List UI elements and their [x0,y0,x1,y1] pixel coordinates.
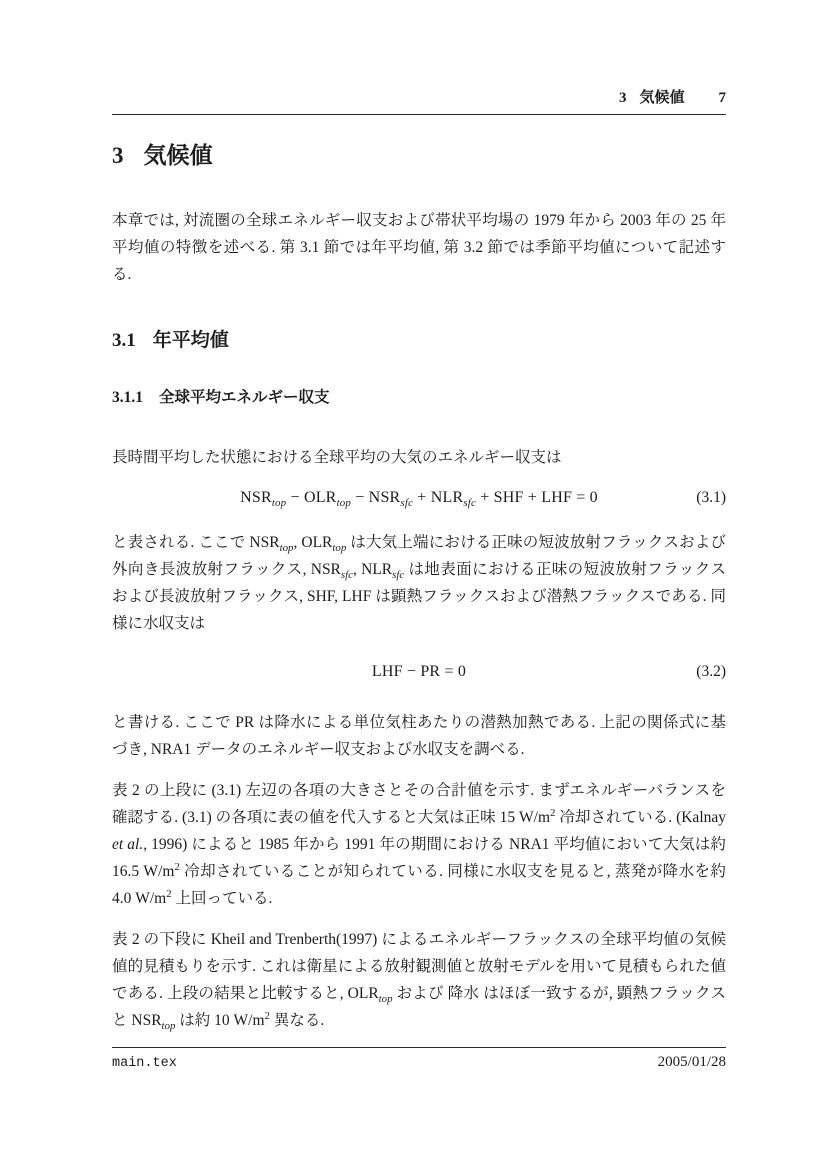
equation-3-1-label: (3.1) [696,489,726,506]
chapter-number: 3 [112,143,124,168]
paragraph-water-explain: と書ける. ここで PR は降水による単位気柱あたりの潜熱加熱である. 上記の関係式に基づき, NRA1 データのエネルギー収支および水収支を調べる. [112,714,726,758]
footer-filename: main.tex [112,1056,177,1071]
equation-3-1-body: $NSR_{top} - OLR_{top} - NSR_{sfc} + NLR_{sfc}$ + SHF + LHF = 0 [240,489,598,510]
paragraph-intro: 本章では, 対流圏の全球エネルギー収支および帯状平均場の 1979 年から 2003 年の 25 年平均値の特徴を述べる. 第 3.1 節では年平均値, 第 3.2 節では季節平均値について記述する. [112,212,726,283]
running-head-page-number: 7 [718,90,726,106]
running-head-section-number: 3 [618,90,627,106]
paragraph-eq1-explain: と表される. ここで $NSR_{top}$, $OLR_{top}$ は大気上端における正味の短波放射フラックスおよび外向き長波放射フラックス, $NSR_{sfc}$, $NLR_{sfc}$ は地表面における正味の短波放射フラックスおよび長波放射フラックス, SHF, LHF は顕熱フラックスおよび潜熱フラックスである. 同様に水収支は [112,534,727,632]
subsection-title: 全球平均エネルギー収支 [159,389,330,406]
subsection-heading-3-1-1 [112,387,726,408]
equation-3-2-body: LHF − PR = 0 [371,663,467,680]
section-heading-3-1 [112,328,726,353]
chapter-title: 気候値 [143,142,213,168]
page-footer [112,1047,726,1071]
running-head-section-title: 気候値 [639,89,685,106]
paragraph-energy-intro: 長時間平均した状態における全球平均の大気のエネルギー収支は [112,449,562,466]
running-head [112,86,726,115]
section-number: 3.1 [112,330,136,351]
chapter-heading [112,140,726,171]
footer-date: 2005/01/28 [657,1054,726,1070]
section-title: 年平均値 [152,330,229,351]
equation-3-2-label: (3.2) [696,663,726,680]
subsection-number: 3.1.1 [112,389,143,406]
paragraph-table-lower: 表 2 の下段に Kheil and Trenberth(1997) によるエネルギーフラックスの全球平均値の気候値的見積もりを示す. これは衛星による放射観測値と放射モデルを用いて見積もられた値である. 上段の結果と比較すると, $OLR_{top}$ および 降水 はほぼ一致するが, 顕熱フラックスと $NSR_{top}$ は約 10 $W/m^2$ 異なる. [112,931,726,1033]
equation-3-2 [112,655,726,689]
equation-3-1 [112,481,726,515]
paragraph-table-upper: 表 2 の上段に (3.1) 左辺の各項の大きさとその合計値を示す. まずエネルギーバランスを確認する. (3.1) の各項に表の値を代入すると大気は正味 15 $W/m^2$ 冷却されている. (Kalnay et al., 1996) によると 1985 年から 1991 年の期間における NRA1 平均値において大気は約 16.5 $W/m^2$ 冷却されていることが知られている. 同様に水収支を見ると, 蒸発が降水を約 4.0 $W/m^2$ 上回っている. [112,782,727,907]
